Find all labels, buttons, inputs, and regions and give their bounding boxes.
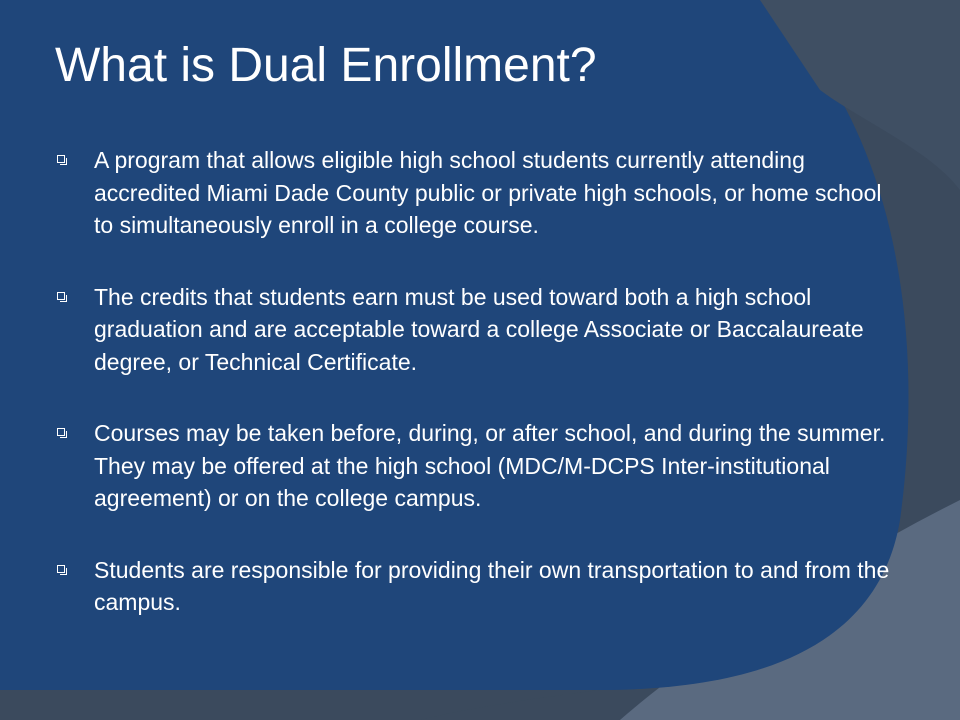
bullet-item — [54, 281, 904, 379]
square-bullet-icon — [57, 292, 65, 300]
square-bullet-icon — [57, 565, 65, 573]
square-bullet-icon — [57, 428, 65, 436]
bullet-text: Courses may be taken before, during, or after school, and during the summer. They may be offered at the high school (MDC/M-DCPS Inter-institutional agreement) or on the college campus. — [94, 420, 886, 511]
bullet-item — [54, 417, 904, 515]
bullet-text: Students are responsible for providing their own transportation to and from the campus. — [94, 556, 890, 615]
slide-title: What is Dual Enrollment? — [55, 39, 597, 92]
bullet-item — [54, 144, 904, 242]
square-bullet-icon — [57, 155, 65, 163]
bullet-text: The credits that students earn must be used toward both a high school graduation and are acceptable toward a college Associate or Baccalaureate degree, or Technical Certificate. — [94, 283, 864, 375]
bullet-text: A program that allows eligible high school students currently attending accredited Miami Dade County public or private high schools, or home school to simultaneously enroll in a college course. — [94, 147, 882, 238]
bullet-item — [54, 554, 904, 619]
bullet-list — [54, 144, 904, 619]
